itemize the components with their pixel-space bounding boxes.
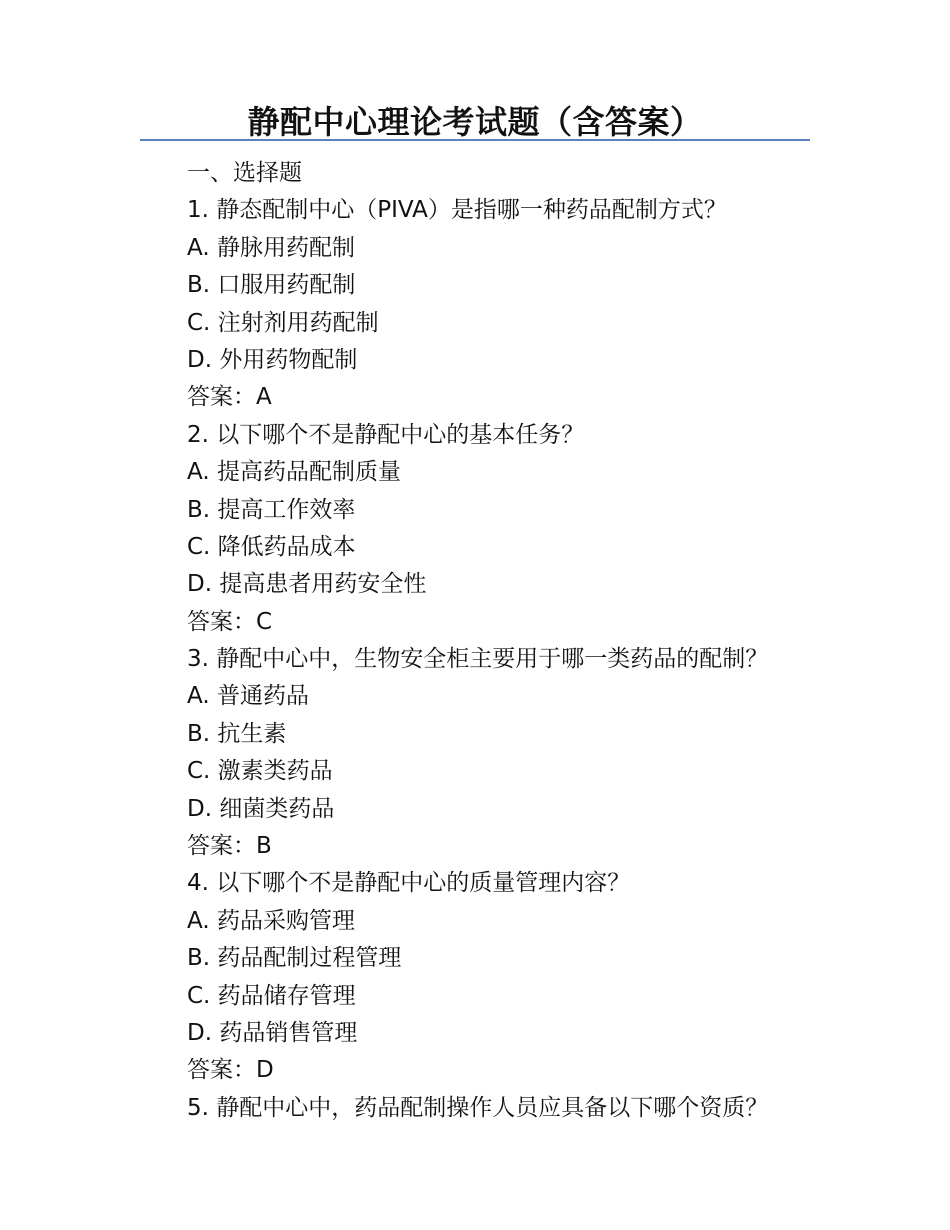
question-1-option-d: D. 外用药物配制 [187, 346, 358, 373]
question-4-option-a: A. 药品采购管理 [187, 907, 355, 934]
question-3-option-d: D. 细菌类药品 [187, 795, 335, 822]
question-3-option-b: B. 抗生素 [187, 720, 287, 747]
document-title: 静配中心理论考试题（含答案） [247, 103, 703, 141]
question-1-option-c: C. 注射剂用药配制 [187, 309, 379, 336]
question-2-option-a: A. 提高药品配制质量 [187, 459, 401, 486]
question-2-option-c: C. 降低药品成本 [187, 533, 356, 560]
section-heading: 一、选择题 [187, 160, 302, 186]
question-4-option-c: C. 药品储存管理 [187, 982, 356, 1009]
document-body [187, 155, 827, 1127]
question-3-answer: 答案：B [187, 833, 272, 860]
question-4: 4. 以下哪个不是静配中心的质量管理内容？ [187, 870, 631, 897]
question-3-option-c: C. 激素类药品 [187, 758, 333, 785]
question-2-option-d: D. 提高患者用药安全性 [187, 571, 427, 598]
question-1-option-b: B. 口服用药配制 [187, 272, 356, 299]
question-1-option-a: A. 静脉用药配制 [187, 234, 355, 261]
question-1: 1. 静态配制中心（PIVA）是指哪一种药品配制方式？ [187, 197, 727, 224]
question-4-option-b: B. 药品配制过程管理 [187, 945, 402, 972]
question-3: 3. 静配中心中，生物安全柜主要用于哪一类药品的配制？ [187, 646, 769, 673]
question-2: 2. 以下哪个不是静配中心的基本任务？ [187, 421, 585, 448]
question-2-answer: 答案：C [187, 608, 273, 635]
question-1-answer: 答案：A [187, 384, 272, 411]
question-4-option-d: D. 药品销售管理 [187, 1019, 358, 1046]
question-3-option-a: A. 普通药品 [187, 683, 309, 710]
title-underline [140, 139, 810, 141]
question-5: 5. 静配中心中，药品配制操作人员应具备以下哪个资质？ [187, 1094, 769, 1121]
question-2-option-b: B. 提高工作效率 [187, 496, 356, 523]
question-4-answer: 答案：D [187, 1057, 274, 1084]
